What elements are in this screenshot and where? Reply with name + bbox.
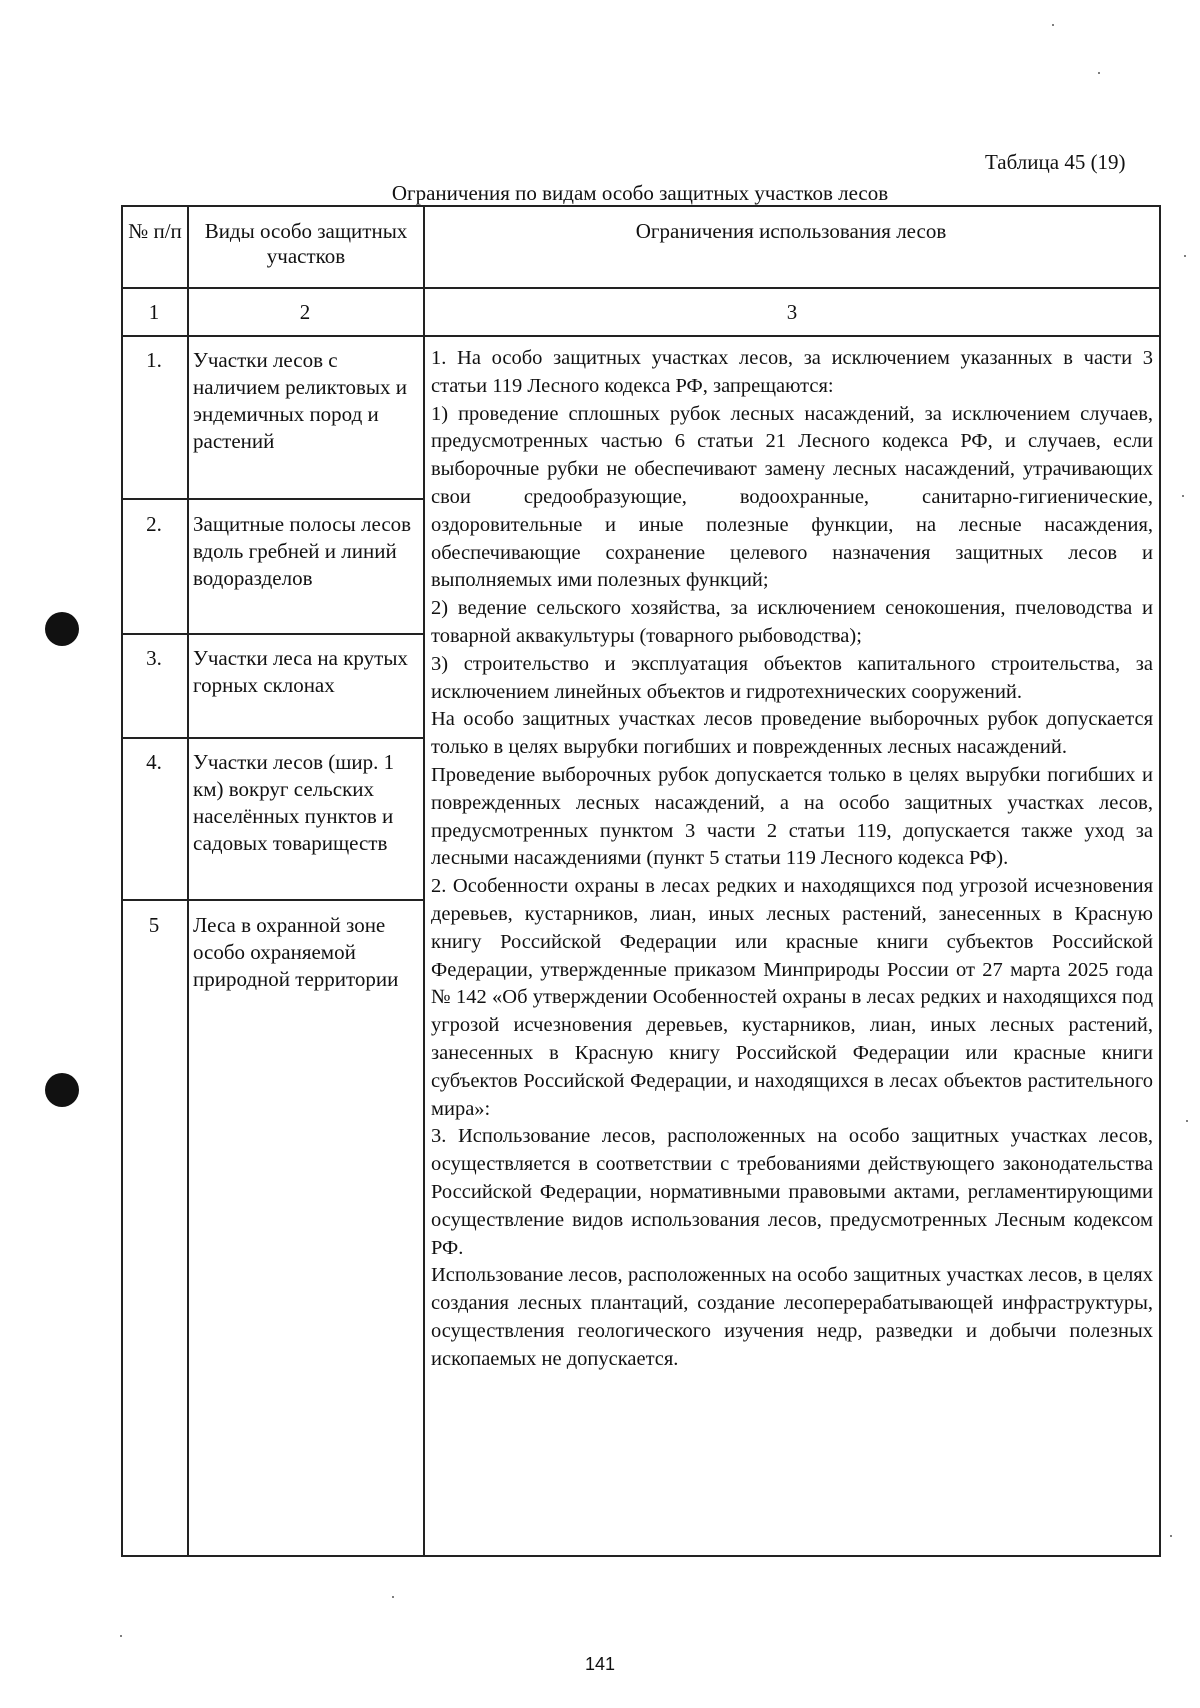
column-number: 2 xyxy=(299,300,311,324)
table-border-left xyxy=(121,205,123,1557)
column-number: 3 xyxy=(786,300,798,324)
restriction-paragraph: 1. На особо защитных участках лесов, за исключением указанных в части 3 статьи 119 Лесного кодекса РФ, запрещаются: xyxy=(431,347,1153,397)
row-type: Участки лесов (шир. 1 км) вокруг сельских населённых пунктов и садовых товариществ xyxy=(193,750,395,855)
restriction-paragraph: Проведение выборочных рубок допускается только в целях вырубки погибших и поврежденных лесных насаждений, а на особо защитных участках лесов, предусмотренных пунктом 3 части 2 статьи 119, допускается также уход за лесными насаждениями (пункт 5 статьи 119 Лесного кодекса РФ). xyxy=(431,763,1153,870)
row-number: 2. xyxy=(146,512,162,536)
scan-speck xyxy=(1052,24,1054,26)
header-divider xyxy=(121,335,1161,337)
scan-speck xyxy=(392,1596,394,1598)
table-title: Ограничения по видам особо защитных участков лесов xyxy=(391,181,889,205)
row-type: Леса в охранной зоне особо охраняемой природной территории xyxy=(193,913,399,991)
row-number: 4. xyxy=(146,750,162,774)
header-divider xyxy=(121,287,1161,289)
restriction-paragraph: 1) проведение сплошных рубок лесных насаждений, за исключением случаев, предусмотренных частью 6 статьи 21 Лесного кодекса РФ, и случаев, если выборочные рубки не обеспечивают замену лесных насаждений, утрачивающих свои средообразующие, водоохранные, санитарно-гигиенические, оздоровительные и иные полезные функции, на лесные насаждения, обеспечивающие сохранение целевого назначения защитных лесов и выполняемых ими полезных функций; xyxy=(431,402,1153,592)
header-type: Виды особо защитных участков xyxy=(204,219,408,268)
column-divider xyxy=(187,205,189,1557)
header-num: № п/п xyxy=(128,219,182,243)
restriction-paragraph: 2) ведение сельского хозяйства, за исключением сенокошения, пчеловодства и товарной аквакультуры (товарного рыбоводства); xyxy=(431,597,1153,647)
scan-speck xyxy=(1098,72,1100,74)
row-type: Участки леса на крутых горных склонах xyxy=(193,646,408,697)
restrictions-table xyxy=(121,205,1161,1557)
row-number: 1. xyxy=(146,348,162,372)
row-type: Защитные полосы лесов вдоль гребней и линий водоразделов xyxy=(193,512,412,590)
table-border-bottom xyxy=(121,1555,1161,1557)
scan-speck xyxy=(120,1635,122,1637)
row-number: 3. xyxy=(146,646,162,670)
row-divider xyxy=(121,633,425,635)
row-divider xyxy=(121,498,425,500)
table-label: Таблица 45 (19) xyxy=(985,150,1126,174)
scan-speck xyxy=(1184,255,1186,257)
header-restrictions: Ограничения использования лесов xyxy=(635,219,947,243)
restriction-paragraph: На особо защитных участках лесов проведение выборочных рубок допускается только в целях вырубки погибших и поврежденных лесных насаждений. xyxy=(431,708,1153,759)
column-divider xyxy=(423,205,425,1557)
scan-speck xyxy=(1170,1535,1172,1537)
restriction-paragraph: 2. Особенности охраны в лесах редких и находящихся под угрозой исчезновения деревьев, кустарников, лиан, иных лесных растений, занесенных в Красную книгу Российской Федерации или красные книги субъектов Российской Федерации, утвержденные приказом Минприроды России от 27 марта 2025 года № 142 «Об утверждении Особенностей охраны в лесах редких и находящихся под угрозой исчезновения деревьев, кустарников, лиан, иных лесных растений, занесенных в Красную книгу Российской Федерации или красные книги субъектов Российской Федерации, и находящихся в лесах объектов растительного мира»: xyxy=(431,875,1153,1120)
table-border-top xyxy=(121,205,1161,207)
table-border-right xyxy=(1159,205,1161,1557)
row-divider xyxy=(121,737,425,739)
row-type: Участки лесов с наличием реликтовых и эндемичных пород и растений xyxy=(193,348,407,453)
restrictions-text xyxy=(431,345,1153,1373)
scan-speck xyxy=(1186,1120,1188,1122)
scan-speck xyxy=(1182,495,1184,497)
hole-punch-mark xyxy=(45,1073,79,1107)
page-number: 141 xyxy=(584,1654,616,1674)
hole-punch-mark xyxy=(45,612,79,646)
restriction-paragraph: Использование лесов, расположенных на особо защитных участках лесов, в целях создания лесных плантаций, создание лесоперерабатывающей инфраструктуры, осуществления геологического изучения недр, разведки и добычи полезных ископаемых не допускается. xyxy=(431,1264,1153,1370)
row-divider xyxy=(121,899,425,901)
column-number: 1 xyxy=(148,300,160,324)
restriction-paragraph: 3) строительство и эксплуатация объектов капитального строительства, за исключением линейных объектов и гидротехнических сооружений. xyxy=(431,652,1153,703)
restriction-paragraph: 3. Использование лесов, расположенных на особо защитных участках лесов, осуществляется в соответствии с требованиями действующего законодательства Российской Федерации, нормативными правовыми актами, регламентирующими осуществление видов использования лесов, предусмотренных Лесным кодексом РФ. xyxy=(431,1125,1153,1259)
row-number: 5 xyxy=(148,913,160,937)
